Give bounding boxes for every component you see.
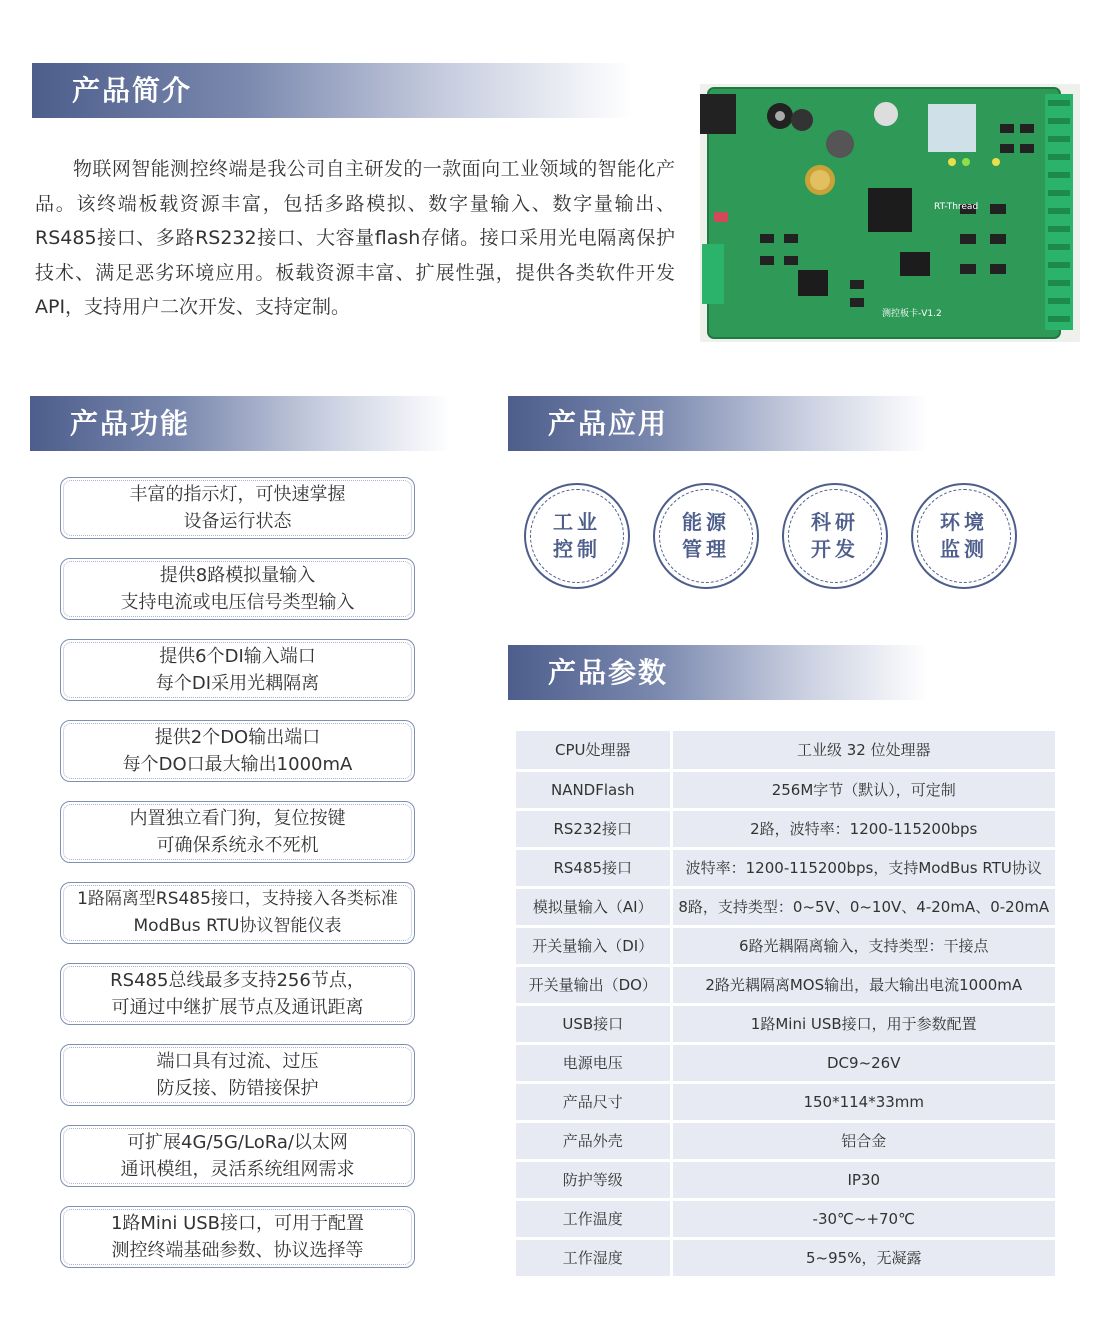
feature-item xyxy=(60,1044,415,1106)
feature-item xyxy=(60,801,415,863)
table-row xyxy=(516,926,1055,965)
applications-header xyxy=(508,396,928,451)
feature-item xyxy=(60,477,415,539)
board-label-os: RT-Thread xyxy=(934,202,979,212)
board-label-version: 测控板卡-V1.2 xyxy=(882,309,942,319)
param-value: 5~95%，无凝露 xyxy=(671,1238,1055,1277)
feature-line-1: 提供8路模拟量输入 xyxy=(159,565,316,586)
intro-title: 产品简介 xyxy=(72,74,193,107)
feature-line-1: 可扩展4G/5G/LoRa/以太网 xyxy=(127,1132,348,1153)
param-value: 铝合金 xyxy=(671,1121,1055,1160)
feature-line-1: 1路Mini USB接口，可用于配置 xyxy=(110,1213,365,1234)
applications-title: 产品应用 xyxy=(548,407,669,440)
table-row xyxy=(516,1043,1055,1082)
application-research xyxy=(782,483,888,589)
feature-line-2: 设备运行状态 xyxy=(183,511,292,532)
param-key: 工作温度 xyxy=(516,1199,671,1238)
application-industrial-control xyxy=(524,483,630,589)
param-value: IP30 xyxy=(671,1160,1055,1199)
param-key: USB接口 xyxy=(516,1004,671,1043)
feature-item xyxy=(60,1125,415,1187)
application-label: 科研开发 xyxy=(811,510,859,561)
application-energy-management xyxy=(653,483,759,589)
param-key: 开关量输出（DO） xyxy=(516,965,671,1004)
param-value: 1路Mini USB接口，用于参数配置 xyxy=(671,1004,1055,1043)
feature-line-2: 防反接、防错接保护 xyxy=(156,1078,319,1099)
feature-line-2: 可确保系统永不死机 xyxy=(156,835,319,856)
feature-line-1: 提供2个DO输出端口 xyxy=(154,727,321,748)
table-row xyxy=(516,965,1055,1004)
table-row xyxy=(516,731,1055,770)
application-environment-monitoring xyxy=(911,483,1017,589)
feature-line-2: 每个DO口最大输出1000mA xyxy=(122,754,353,775)
feature-line-2: 支持电流或电压信号类型输入 xyxy=(120,592,355,613)
table-row xyxy=(516,1199,1055,1238)
param-key: 工作湿度 xyxy=(516,1238,671,1277)
intro-header xyxy=(32,63,632,118)
param-value: 工业级 32 位处理器 xyxy=(671,731,1055,770)
table-row xyxy=(516,1004,1055,1043)
param-value: 2路，波特率：1200-115200bps xyxy=(671,809,1055,848)
table-row xyxy=(516,1160,1055,1199)
intro-description: 物联网智能测控终端是我公司自主研发的一款面向工业领域的智能化产品。该终端板载资源丰富，包括多路模拟、数字量输入、数字量输出、RS485接口、多路RS232接口、大容量flash存储。接口采用光电隔离保护技术、满足恶劣环境应用。板载资源丰富、扩展性强，提供各类软件开发API，支持用户二次开发、支持定制。 xyxy=(35,158,675,318)
feature-item xyxy=(60,963,415,1025)
table-row xyxy=(516,1238,1055,1277)
params-table xyxy=(516,731,1055,1279)
feature-item xyxy=(60,882,415,944)
param-key: 开关量输入（DI） xyxy=(516,926,671,965)
param-key: CPU处理器 xyxy=(516,731,671,770)
table-row xyxy=(516,848,1055,887)
table-row xyxy=(516,809,1055,848)
table-row xyxy=(516,770,1055,809)
application-label: 能源管理 xyxy=(682,510,730,561)
feature-item xyxy=(60,558,415,620)
param-value: -30℃~+70℃ xyxy=(671,1199,1055,1238)
feature-line-1: 丰富的指示灯，可快速掌握 xyxy=(129,484,346,505)
param-key: 电源电压 xyxy=(516,1043,671,1082)
features-title: 产品功能 xyxy=(70,407,191,440)
feature-line-2: 测控终端基础参数、协议选择等 xyxy=(111,1240,364,1261)
feature-line-1: 提供6个DI输入端口 xyxy=(159,646,316,667)
param-value: 波特率：1200-115200bps，支持ModBus RTU协议 xyxy=(671,848,1055,887)
table-row xyxy=(516,1121,1055,1160)
param-value: 2路光耦隔离MOS输出，最大输出电流1000mA xyxy=(671,965,1055,1004)
params-header xyxy=(508,645,928,700)
features-header xyxy=(30,396,450,451)
product-board-image xyxy=(700,84,1080,342)
feature-line-2: 每个DI采用光耦隔离 xyxy=(155,673,320,694)
param-key: RS485接口 xyxy=(516,848,671,887)
param-key: 产品外壳 xyxy=(516,1121,671,1160)
param-key: NANDFlash xyxy=(516,770,671,809)
feature-line-1: 1路隔离型RS485接口，支持接入各类标准 xyxy=(77,889,398,909)
feature-line-2: ModBus RTU协议智能仪表 xyxy=(133,916,342,936)
table-row xyxy=(516,1082,1055,1121)
table-row xyxy=(516,887,1055,926)
feature-item xyxy=(60,639,415,701)
application-label: 工业控制 xyxy=(553,510,601,561)
params-title: 产品参数 xyxy=(548,656,669,689)
feature-line-2: 通讯模组，灵活系统组网需求 xyxy=(120,1159,355,1180)
application-label: 环境监测 xyxy=(940,510,988,561)
param-key: RS232接口 xyxy=(516,809,671,848)
param-value: DC9~26V xyxy=(671,1043,1055,1082)
feature-line-1: 端口具有过流、过压 xyxy=(156,1051,319,1072)
param-key: 产品尺寸 xyxy=(516,1082,671,1121)
feature-line-2: 可通过中继扩展节点及通讯距离 xyxy=(111,997,364,1018)
param-value: 150*114*33mm xyxy=(671,1082,1055,1121)
feature-item xyxy=(60,1206,415,1268)
feature-line-1: 内置独立看门狗，复位按键 xyxy=(129,808,346,829)
param-key: 防护等级 xyxy=(516,1160,671,1199)
param-value: 256M字节（默认），可定制 xyxy=(671,770,1055,809)
feature-item xyxy=(60,720,415,782)
param-key: 模拟量输入（AI） xyxy=(516,887,671,926)
param-value: 6路光耦隔离输入，支持类型：干接点 xyxy=(671,926,1055,965)
param-value: 8路，支持类型：0~5V、0~10V、4-20mA、0-20mA xyxy=(671,887,1055,926)
feature-line-1: RS485总线最多支持256节点， xyxy=(110,970,365,991)
